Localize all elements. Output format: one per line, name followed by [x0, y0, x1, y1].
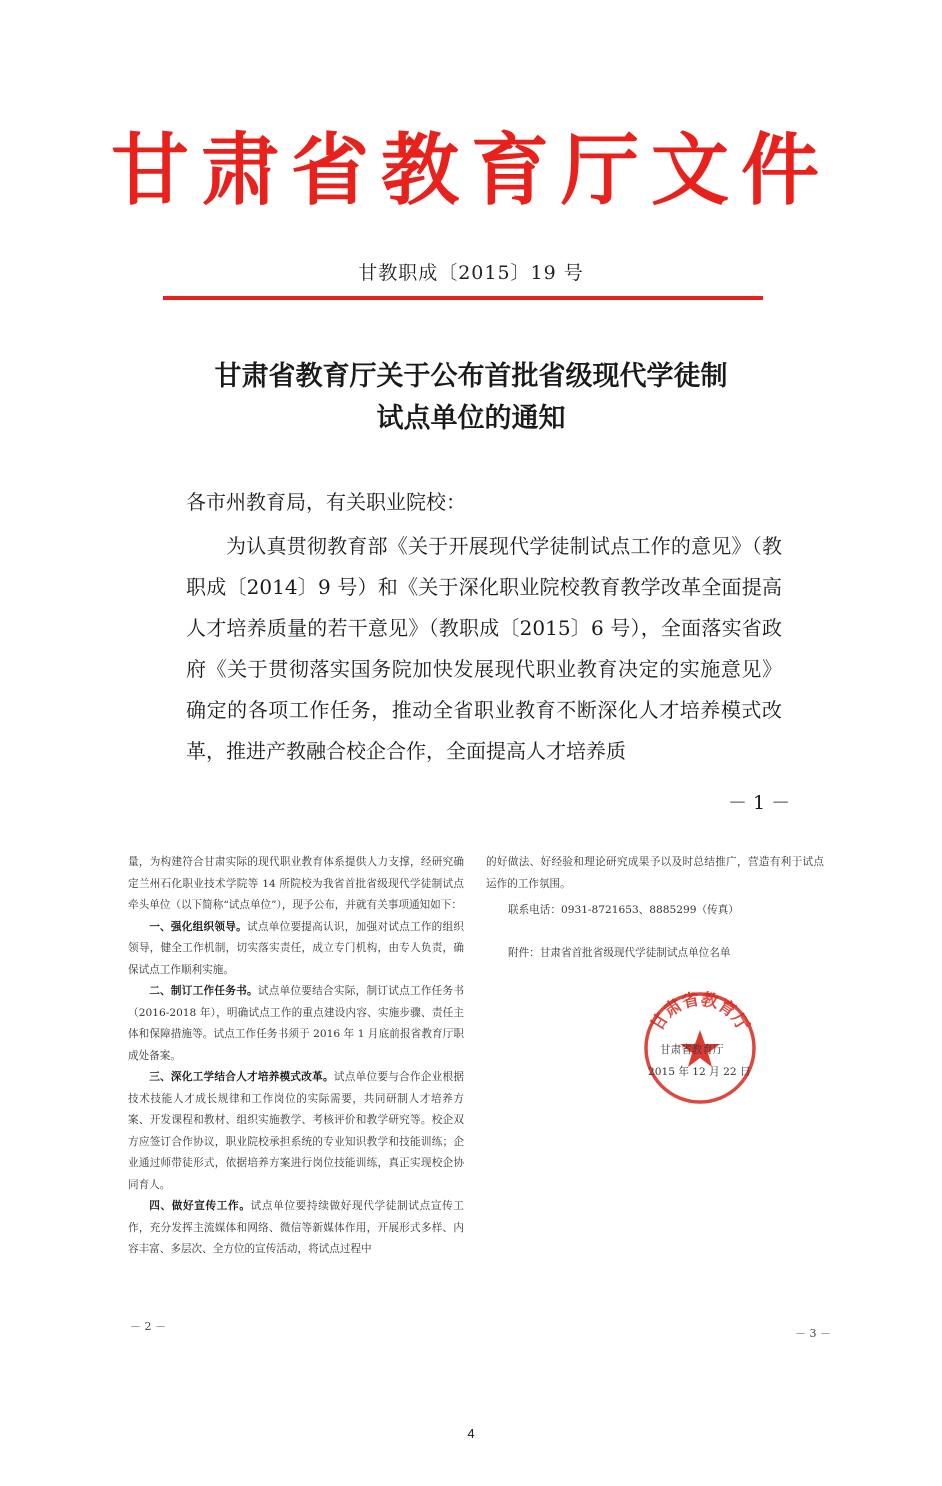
document-number: 甘教职成〔2015〕19 号 — [358, 262, 584, 284]
page1-number: － 1 － — [728, 792, 791, 814]
signing-date: 2015 年 12 月 22 日 — [648, 1066, 751, 1078]
page1-paragraph: 为认真贯彻教育部《关于开展现代学徒制试点工作的意见》（教职成〔2014〕9 号）和《关于深化职业院校教育教学改革全面提高人才培养质量的若干意见》（教职成〔2015〕6 号），全面落实省政府《关于贯彻落实国务院加快发展现代职业教育决定的实施意见》确定的各项工作任务，推动全省职业教育不断深化人才培养模式改革，推进产教融合校企合作，全面提高人才培养质 — [186, 534, 782, 763]
red-divider-line — [163, 296, 763, 300]
item-1-text: 试点单位要提高认识，加强对试点工作的组织领导，健全工作机制，切实落实责任，成立专门机构，由专人负责，确保试点工作顺利实施。 — [128, 920, 465, 976]
page2-column — [128, 852, 464, 1261]
page2-item-3 — [128, 1067, 464, 1196]
page2-intro: 量，为构建符合甘肃实际的现代职业教育体系提供人力支撑，经研究确定兰州石化职业技术学院等 14 所院校为我省首批省级现代学徒制试点牵头单位（以下简称“试点单位”），现予公布，并就有关事项通知如下： — [128, 856, 464, 911]
page1-body — [186, 526, 782, 772]
signing-organization: 甘肃省教育厅 — [660, 1044, 724, 1056]
page3-column — [486, 852, 824, 895]
page3-number: － 3 － — [795, 1327, 831, 1340]
page2-number: － 2 － — [130, 1320, 166, 1333]
item-4-heading: 四、做好宣传工作。 — [149, 1200, 251, 1212]
page2-item-4 — [128, 1196, 464, 1261]
page2-item-2 — [128, 981, 464, 1067]
document-masthead: 甘肃省教育厅文件 — [110, 125, 831, 216]
attachment-line: 附件：甘肃省首批省级现代学徒制试点单位名单 — [508, 947, 731, 959]
salutation: 各市州教育局，有关职业院校： — [186, 490, 466, 514]
contact-phone: 联系电话：0931-8721653、8885299（传真） — [508, 904, 739, 916]
item-3-heading: 三、深化工学结合人才培养模式改革。 — [149, 1071, 334, 1083]
notice-title — [150, 356, 792, 440]
page3-continuation: 的好做法、好经验和理论研究成果予以及时总结推广，营造有利于试点运作的工作氛围。 — [486, 856, 824, 890]
page2-item-1 — [128, 917, 464, 982]
item-1-heading: 一、强化组织领导。 — [149, 920, 247, 933]
item-3-text: 试点单位要与合作企业根据技术技能人才成长规律和工作岗位的实际需要，共同研制人才培养方案、开发课程和教材、组织实施教学、考核评价和教学研究等。校企双方应签订合作协议，职业院校承担系统的专业知识教学和技能训练；企业通过师带徒形式，依据培养方案进行岗位技能训练，真正实现校企协同育人。 — [128, 1071, 464, 1191]
seal-text: 甘肃省教育厅 — [647, 989, 753, 1035]
item-2-text: 试点单位要结合实际，制订试点工作任务书（2016-2018 年），明确试点工作的重点建设内容、实施步骤、责任主体和保障措施等。试点工作任务书须于 2016 年 1 月底前报省教育厅职成处备案。 — [128, 985, 465, 1062]
notice-title-line-2: 试点单位的通知 — [376, 403, 566, 434]
footer-page-number: 4 — [467, 1426, 475, 1441]
item-2-heading: 二、制订工作任务书。 — [149, 985, 258, 997]
notice-title-line-1: 甘肃省教育厅关于公布首批省级现代学徒制 — [214, 361, 728, 392]
item-4-text: 试点单位要持续做好现代学徒制试点宣传工作，充分发挥主流媒体和网络、微信等新媒体作用，开展形式多样、内容丰富、多层次、全方位的宣传活动，将试点过程中 — [128, 1200, 464, 1255]
